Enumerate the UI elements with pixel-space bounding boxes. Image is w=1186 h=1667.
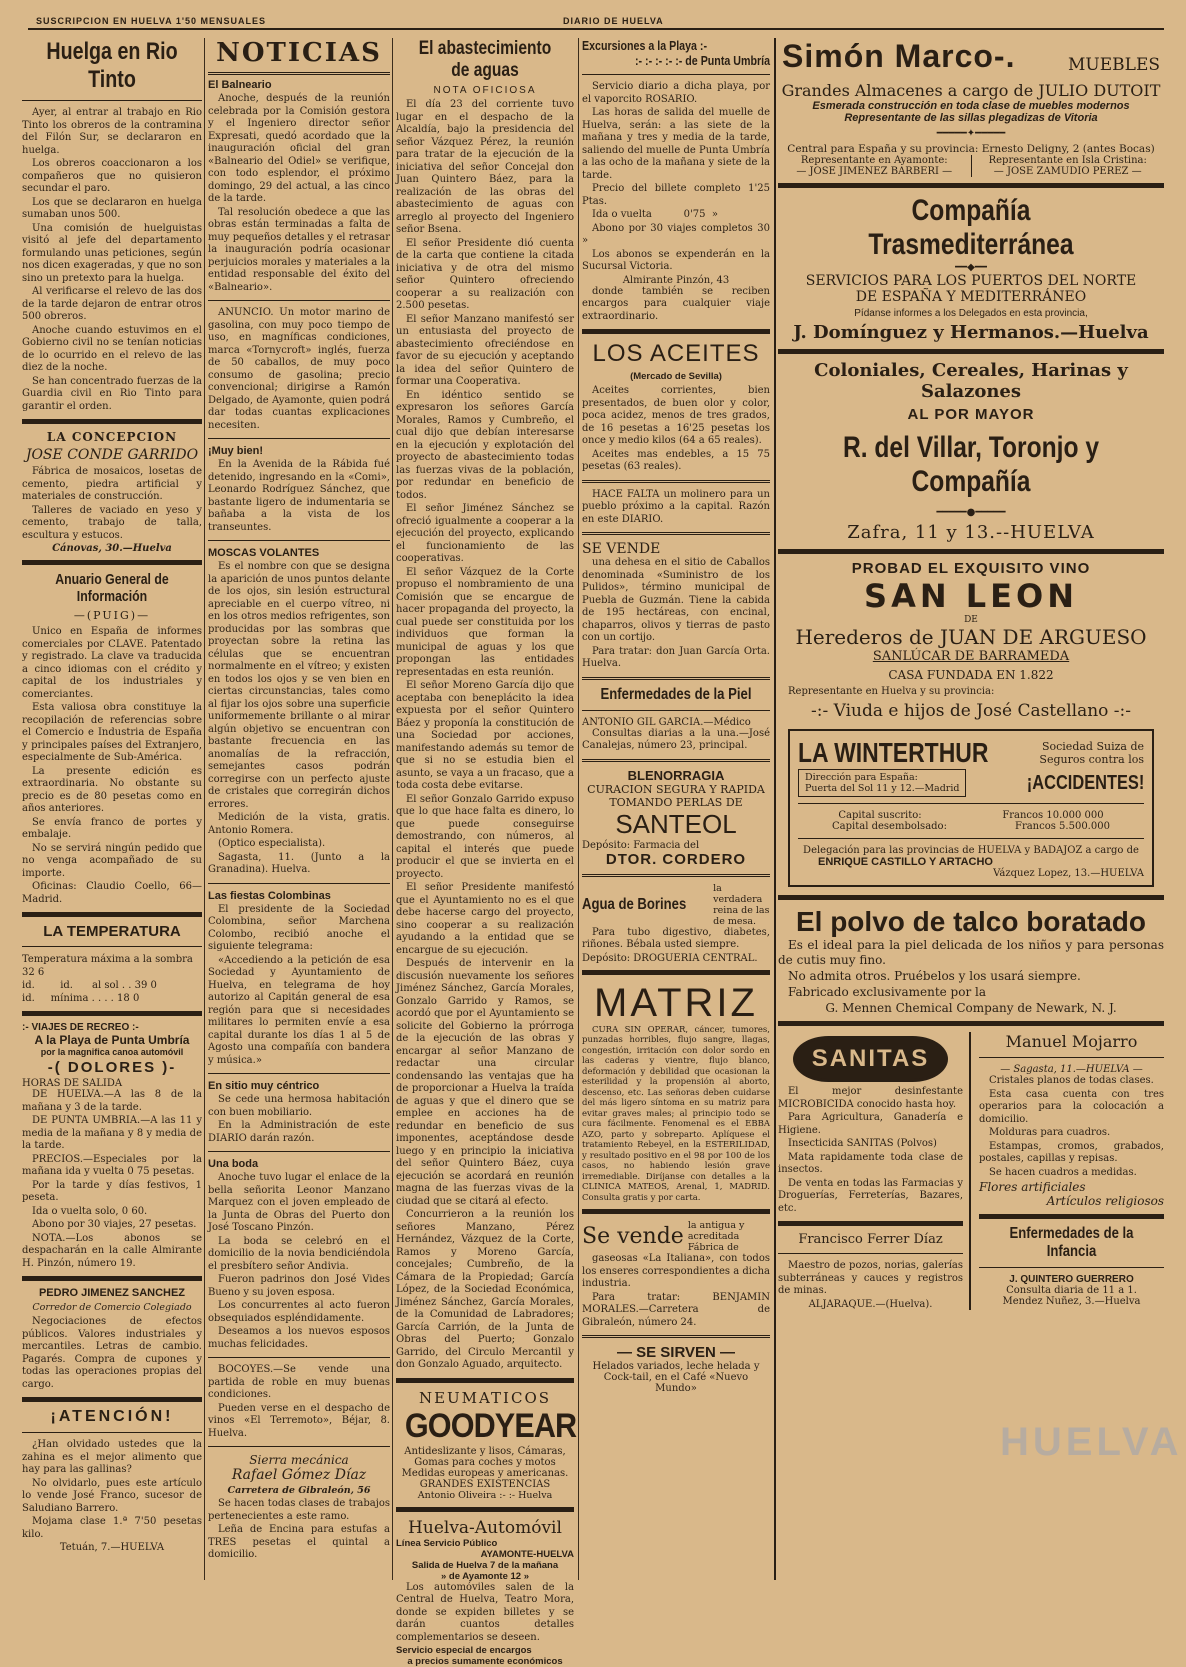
column-rule: [774, 38, 776, 1580]
ad-text: la antigua y acreditada Fábrica de: [687, 1220, 745, 1253]
ad-text: SANLÚCAR DE BARRAMEDA: [872, 649, 1070, 664]
article-paragraph: Ayer, al entrar al trabajo en Rio Tinto los obreros de la contramina del Filón Sur, se declararon en huelga.: [22, 107, 202, 156]
ad-subtitle: AYAMONTE-HUELVA: [480, 1548, 574, 1560]
ad-title: Manuel Mojarro: [1005, 1032, 1138, 1051]
article-paragraph: El señor Manzano manifestó ser un entusiasta del proyecto de abastecimiento ofreciéndose en favor de su ejecución y aceptando la idea del señor Quintero de formar una Cooperativa.: [396, 313, 574, 387]
ad-name: J. QUINTERO GUERRERO: [1009, 1274, 1134, 1285]
ad-label: HORAS DE SALIDA: [22, 1078, 123, 1089]
ad-text: GRANDES EXISTENCIAS: [419, 1478, 551, 1490]
ad-text: Representante en Ayamonte:: [800, 155, 948, 166]
ad-text: Maestro de pozos, norias, galerías subterráneas y cauces y registros de minas.: [778, 1260, 963, 1296]
article-paragraph: El señor Jiménez Sánchez se ofreció igualmente a cooperar a la ejecución del proyecto, explicando el funcionamiento de las cooperativas.: [396, 503, 574, 564]
article-paragraph: Se han concentrado fuerzas de la Guardia civil en Rio Tinto para garantir el orden.: [22, 375, 202, 412]
article-paragraph: Una comisión de huelguistas visitó al jefe del departamento formulando unas peticiones, según nos dicen exageradas, y que no son sino un pretexto para la huelga.: [22, 222, 202, 284]
news-heading: MOSCAS VOLANTES: [208, 547, 320, 559]
ad-text: DE ESPAÑA Y MEDITERRÁNEO: [855, 289, 1087, 305]
ad-name: JOSE CONDE GARRIDO: [25, 447, 199, 463]
column-5: [778, 38, 1183, 1580]
ad-text: una dehesa en el sitio de Caballos denominada «Suministro de los Pulidos», término municipal de Puebla de Guzmán. Tiene la cabida de 195 hectáreas, con encinal, chaparros, olivos y tierras de pasto con un cortijo.: [582, 557, 770, 643]
ornament: ━━━━━●━━━━━: [936, 507, 1006, 518]
article-paragraph: El día 23 del corriente tuvo lugar en el despacho de la Alcaldía, bajo la presidencia del señor Vázquez Pérez, la reunión para tratar de la ejecución de la iniciativa del señor Concejal don Juan Quintero Báez, para la realización de las obras del abastecimiento de aguas con arreglo al proyecto del Ingeniero señor Bsena.: [396, 99, 574, 235]
ad-text: De venta en todas las Farmacias y Droguerías, Ferreterías, Bazares, etc.: [778, 1177, 963, 1214]
ad-text: Esta casa cuenta con tres operarios para la colocación a domicilio.: [979, 1088, 1164, 1125]
ad-text: Servicio diario a dicha playa, por el vaporcito ROSARIO.: [582, 81, 770, 105]
page-header: [28, 14, 1164, 30]
news-paragraph: Tal resolución obedece a que las obras están terminadas a falta de muy pequeños detalles y el retrasar la inauguración podría ocasionar perjuicios morales y materiales a la entidad responsable del éxito del «Balneario».: [208, 206, 390, 293]
ad-text: Representante en Huelva y su provincia:: [788, 686, 995, 697]
column-3: [396, 38, 577, 1667]
news-paragraph: Fueron padrinos don José Vides Bueno y su joven esposa.: [208, 1274, 390, 1298]
sanitas-logo: SANITAS: [793, 1036, 949, 1082]
news-paragraph: Anoche, después de la reunión celebrada por la Comisión gestora y el Ingeniero director señor Expresati, quedó acordado que la inauguración oficial del gran «Balneario del Odiel» se verifique, con todo esplendor, el próximo domingo, 29 del actual, a las cinco de la tarde.: [208, 93, 390, 204]
ad-title: Compañía Trasmediterránea: [868, 194, 1074, 261]
news-paragraph: (Optico especialista).: [218, 838, 326, 849]
ad-text: Mata rapidamente toda clase de insectos.: [778, 1151, 963, 1175]
ad-name: Herederos de JUAN DE ARGUESO: [795, 625, 1147, 649]
news-paragraph: «Accediendo a la petición de esa Sociedad y Ayuntamiento de Huelva, en telegrama de hoy autorizo al Capitán general de esa región para que si necesidades militares lo permiten envíe a esa capital durante los días 1 al 5 de Agosto una compañía con bandera y música.»: [208, 954, 390, 1066]
section-title: LOS ACEITES: [592, 340, 760, 367]
ad-text: Se envía franco de portes y embalaje.: [22, 816, 202, 840]
ad-value: Francos 5.500.000: [1015, 821, 1110, 832]
ad-subtitle: por la magnifica canoa automóvil: [40, 1047, 184, 1057]
news-heading: Una boda: [208, 1158, 259, 1170]
ad-text: SERVICIOS PARA LOS PUERTOS DEL NORTE: [805, 273, 1137, 289]
ad-text: TOMANDO PERLAS DE: [609, 795, 743, 809]
ad-title: Coloniales, Cereales, Harinas y Salazones: [814, 360, 1128, 402]
ad-text: CASA FUNDADA EN 1.822: [888, 668, 1054, 682]
ad-text: Consulta diaria de 11 a 1.: [1006, 1285, 1137, 1296]
ad-text: Capital suscrito:: [838, 810, 922, 821]
ad-title: A la Playa de Punta Umbría: [34, 1033, 190, 1047]
ad-text: Precio del billete completo 1'25 Ptas.: [582, 183, 770, 207]
ad-address: Zafra, 11 y 13.--HUELVA: [847, 522, 1095, 543]
ad-text: CURA SIN OPERAR, cáncer, tumores, punzadas horribles, flujo sangre, llagas, congestión, irritación con dolor sordo en las caderas y vientre, flujo blanco, deformación y debilidad que ocasionan la esterilidad y la propensión al aborto, descenso, etc. Las señoras deben cuidarse del más ligero síntoma en su matriz para evitar graves males; al principio todo se cura fácilmente. Fenomenal es el EBBA AZO, parto y sobreparto. Aplíquese el tratamiento Rebeyel, en la ESTERILIDAD, y resultado positivo en el 98 por 100 de los casos, no habiendo lesión grave irremediable. Diríjanse con detalles a la CLINICA MATEOS, Arenal, 1, MADRID. Consulta gratis y por carta.: [582, 1024, 770, 1203]
ad-address: Mendez Nuñez, 3.—Huelva: [1002, 1296, 1141, 1307]
ad-text: Representante de las sillas plegadizas de Vitoria: [844, 112, 1098, 124]
column-2: [208, 38, 390, 1580]
ad-text: Fabricado exclusivamente por la: [788, 985, 986, 999]
article-paragraph: El señor Presidente manifestó que el Ayuntamiento no es el que debe hacerse cargo del proyecto, sino cooperar a su realización ayudando a la entidad que se encargue de su ejecución.: [396, 882, 574, 956]
ad-text: — JOSE ZAMUDIO PEREZ —: [993, 166, 1142, 177]
ad-text: Pídanse informes a los Delegados en esta provincia,: [854, 308, 1088, 319]
ad-name: J. Domínguez y Hermanos.—Huelva: [793, 322, 1149, 343]
ad-slogan: ¡ACCIDENTES!: [1026, 771, 1144, 794]
ad-text: Mojama clase 1.ª 7'50 pesetas kilo.: [22, 1516, 202, 1540]
ad-text: Esta valiosa obra constituye la recopilación de referencias sobre el Comercio e Industria de España y principales países del Extranjero, especialmente de Sub-América.: [22, 702, 202, 763]
ad-text: Sociedad Suiza de: [1041, 740, 1144, 753]
ad-text: la verdadera reina de las de mesa.: [713, 882, 770, 927]
ad-text: Depósito: DROGUERIA CENTRAL.: [582, 952, 758, 964]
ad-text: NOTA.—Los abonos se despacharán en la calle Almirante H. Pinzón, número 19.: [22, 1232, 202, 1269]
temperature-row: Temperatura máxima a la sombra 32 6: [22, 954, 193, 978]
ad-text: DE: [964, 615, 978, 625]
ad-text: Unico en España de informes comerciales por CLAVE. Patentado y registrado. La clave va traducida a cinco idiomas con el crédito y capital de los industriales y comerciantes.: [22, 626, 202, 700]
ad-text: gaseosas «La Italiana», con todos los enseres correspondientes a dicha industria.: [582, 1253, 770, 1289]
ad-text: Negociaciones de efectos públicos. Valores industriales y mercantiles. Letras de cambio. Pagarés. Compra de cupones y todas las operaciones propias del cargo.: [22, 1316, 202, 1390]
ad-text: Abono por 30 viajes, 27 pesetas.: [32, 1219, 197, 1230]
ornament: ━━◆━━: [955, 262, 987, 273]
ad-text: PRECIOS.—Especiales por la mañana ida y vuelta 0 75 pesetas.: [22, 1153, 202, 1177]
ad-address: Antonio Oliveira :- :- Huelva: [417, 1489, 553, 1501]
ad-text: Leña de Encina para estufas a TRES pesetas el quintal a domicilio.: [208, 1524, 390, 1560]
article-paragraph: El señor Moreno García dijo que aceptaba con beneplácito la idea expuesta por el señor Quintero Báez y proponía la constitución de una Sociedad por acciones, manifestando además su temor de que si no se estudia bien el asunto, se vaya a un fracaso, que a toda costa debe evitarse.: [396, 680, 574, 791]
article-paragraph: El señor Vázquez de la Corte propuso el nombramiento de una Comisión que se encargue de hacer propaganda del proyecto, la cual puede ser constituida por los individuos que forman la municipal de aguas y los que propongan las entidades representadas en esta reunión.: [396, 566, 574, 678]
ad-text: La presente edición es extraordinaria. No obstante su precio es de 80 pesetas como en años anteriores.: [22, 765, 202, 814]
ad-text: Es el ideal para la piel delicada de los niños y para personas de cutis muy fino.: [778, 938, 1164, 967]
ad-title: — SE SIRVEN —: [616, 1344, 736, 1361]
ad-text: Antideslizante y lisos, Cámaras, Gomas para coches y motos: [404, 1445, 566, 1468]
ad-name: DTOR. CORDERO: [605, 850, 747, 868]
article-paragraph: Al verificarse el relevo de las dos de la tarde dejaron de entrar otros 500 obreros.: [22, 286, 202, 322]
ad-text: Pueden verse en el despacho de vinos «El Terremoto», Béjar, 8. Huelva.: [208, 1402, 390, 1439]
ad-text: ¿Han olvidado ustedes que la zahina es el mejor alimento que hay para las gallinas?: [22, 1439, 202, 1475]
ad-text: Artículos religiosos: [1046, 1194, 1164, 1208]
article-paragraph: En idéntico sentido se expresaron los señores García Morales, Ramos y Cumbreño, el cual dijo que debían interesarse en la ejecución y explotación del proyecto de abastecimiento todas las fuerzas vivas de la población, por redundar en beneficio de todos.: [396, 389, 574, 501]
news-paragraph: Se cede una hermosa habitación con buen mobiliario.: [208, 1094, 390, 1118]
ad-text: Abono por 30 viajes completos 30 »: [582, 222, 770, 246]
news-paragraph: Medición de la vista, gratis. Antonio Romera.: [208, 812, 390, 836]
ad-name: -:- Viuda e hijos de José Castellano -:-: [810, 701, 1132, 721]
ad-text: donde también se reciben encargos para cualquier viaje extraordinario.: [582, 285, 770, 322]
ad-text: Ida o vuelta solo, 0 60.: [32, 1205, 148, 1217]
ad-title: Anuario General de Información: [55, 571, 169, 605]
ad-text: No se servirá ningún pedido que no venga acompañado de su importe.: [22, 842, 202, 879]
ad-address: ALJARAQUE.—(Huelva).: [808, 1298, 933, 1310]
ad-text: Delegación para las provincias de HUELVA y BADAJOZ a cargo de: [803, 845, 1139, 856]
ad-text: Capital desembolsado:: [832, 821, 947, 832]
ad-pretitle: :- VIAJES DE RECREO :-: [22, 1022, 139, 1033]
news-paragraph: Anoche tuvo lugar el enlace de la bella señorita Leonor Manzano Marquez con el joven empleado de la Junta de Obras del Puerto don José Toscano Pinzón.: [208, 1172, 390, 1233]
news-paragraph: ANUNCIO. Un motor marino de gasolina, con muy poco tiempo de uso, en magníficas condiciones, marca «Tornycroft» inglés, fuerza de 50 caballos, de muy poco consumo de gasolina; precio convencional; dirigirse a Ramón Delgado, de Ayamonte, quien podrá dar todas cuantas explicaciones necesiten.: [208, 307, 390, 431]
ad-text: Seguros contra los: [1039, 753, 1144, 766]
ad-address: Almirante Pinzón, 43: [622, 274, 730, 286]
ad-text: Los abonos se expenderán en la Sucursal Victoria.: [582, 248, 770, 272]
ad-text: — JOSE JIMENEZ BARBERI —: [796, 166, 953, 177]
news-paragraph: Los concurrentes al acto fueron obsequiados espléndidamente.: [208, 1300, 390, 1324]
ad-footer: a precios sumamente económicos: [407, 1656, 563, 1667]
ad-value: Francos 10.000 000: [1002, 810, 1104, 821]
ad-text: Estampas, cromos, grabados, postales, capillas y repisas.: [979, 1140, 1164, 1164]
ad-text: Se hacen todas clases de trabajos pertenecientes a este ramo.: [208, 1498, 390, 1522]
ad-subtitle: Corredor de Comercio Colegiado: [32, 1302, 192, 1313]
ad-title: Excursiones a la Playa :-: [582, 38, 708, 53]
ad-text: BOCOYES.—Se vende una partida de roble en muy buenas condiciones.: [208, 1364, 390, 1400]
ad-text: El mejor desinfestante MICROBICIDA conocido hasta hoy.: [778, 1086, 963, 1110]
ad-product: SAN LEON: [864, 577, 1078, 615]
ad-title: PROBAD EL EXQUISITO VINO: [851, 560, 1091, 577]
news-heading: Las fiestas Colombinas: [208, 889, 331, 902]
ad-text: Para tratar: BENJAMIN MORALES.—Carretera de Gibraleón, número 24.: [582, 1291, 770, 1328]
ad-text: CURACION SEGURA Y RAPIDA: [587, 782, 765, 796]
ad-text: Ida o vuelta 0'75 »: [592, 209, 718, 220]
ad-text: HACE FALTA un molinero para un pueblo próximo a la capital. Razón en este DIARIO.: [582, 488, 770, 525]
section-title: LA TEMPERATURA: [43, 923, 181, 940]
column-rule: [578, 38, 579, 1580]
ad-address: Carretera de Gibraleón, 56: [227, 1485, 371, 1496]
ad-title: Francisco Ferrer Díaz: [798, 1232, 943, 1247]
news-paragraph: Aceites corrientes, bien presentados, de buen olor y color, poca acidez, menos de tres grados, de 16 pesetas a 16'25 pesetas los once y medio kilos (64 a 65 reales).: [582, 385, 770, 446]
news-paragraph: En la Administración de este DIARIO darán razón.: [208, 1120, 390, 1144]
news-paragraph: La boda se celebró en el domicilio de la novia bendiciéndola el presbítero señor Andivia.: [208, 1235, 390, 1272]
ad-text: Central para España y su provincia: Ernesto Deligny, 2 (antes Bocas): [787, 143, 1155, 155]
header-masthead: DIARIO DE HUELVA: [563, 16, 664, 26]
winterthur-ad: [788, 729, 1154, 887]
ad-title: LA WINTERTHUR: [798, 737, 989, 768]
ad-text: Dirección para España:: [805, 772, 918, 783]
ad-text: Los automóviles salen de la Central de Huelva, Teatro Mora, donde se expiden billetes y se darán cuantos detalles complementarios se deseen.: [396, 1581, 574, 1643]
ad-subtitle: Línea Servicio Público: [396, 1537, 498, 1549]
ad-title: :- :- :- :- :- de Punta Umbría: [634, 53, 770, 68]
article-paragraph: Anoche cuando estuvimos en el Gobierno civil no se tenían noticias de lo ocurrido en el relevo de las diez de la noche.: [22, 324, 202, 373]
boat-name: -( DOLORES )-: [47, 1059, 177, 1076]
article-paragraph: Los obreros coaccionaron a los compañeros que no quisieron secundar el paro.: [22, 158, 202, 194]
ad-text: Talleres de vaciado en yeso y cemento, trabajo de talla, escultura y estucos.: [22, 504, 202, 541]
ad-address: — Sagasta, 11.—HUELVA —: [1000, 1064, 1143, 1075]
ad-text: Consultas diarias a la una.—José Canalejas, número 23, principal.: [582, 727, 770, 751]
ad-text: DE PUNTA UMBRIA.—A las 11 y media de la mañana y 8 y media de la tarde.: [22, 1115, 202, 1151]
ad-text: Por la tarde y días festivos, 1 peseta.: [22, 1179, 202, 1203]
ad-text: No admita otros. Pruébelos y los usará siempre.: [788, 969, 1081, 983]
ad-text: Molduras para cuadros.: [989, 1127, 1111, 1138]
news-paragraph: Sagasta, 11. (Junto a la Granadina). Huelva.: [208, 851, 390, 875]
column-1: [22, 38, 202, 1580]
ad-text: Medidas europeas y americanas.: [401, 1467, 569, 1479]
ad-text: Flores artificiales: [979, 1180, 1086, 1194]
ad-text: Fábrica de mosaicos, losetas de cemento, piedra artificial y materiales de construcción.: [22, 466, 202, 502]
temperature-row: id. id. al sol . . 39 0: [22, 980, 157, 991]
section-subtitle: (Mercado de Sevilla): [630, 371, 722, 382]
article-paragraph: Concurrieron a la reunión los señores Manzano, Pérez Hernández, Vázquez de la Corte, Ramos y Moreno García, concejales; Cumbreño, de la Cámara de la Propiedad; García López, de la Sociedad Económica, Jiménez Sánchez, García Morales, de la Comunidad de Labradores; García Carrión, de la Junta de Obras del Puerto; Gonzalo Garrido, del Circulo Mercantil y don Gonzalo Aguado, arquitecto.: [396, 1209, 574, 1370]
ad-text: Insecticida SANITAS (Polvos): [788, 1138, 937, 1149]
temperature-row: id. mínima . . . . 18 0: [22, 993, 140, 1004]
article-paragraph: El señor Presidente dió cuenta de la carta que contiene la citada iniciativa y de otra del mismo señor Quintero ofreciendo cooperar a su realización con 2.500 pesetas.: [396, 237, 574, 311]
article-paragraph: Después de intervenir en la discusión nuevamente los señores Jiménez Sánchez, García Morales, Gonzalo Garrido y Ramos, se acordó que por el Ayuntamiento se solicite del Gobierno la prórroga de la ejecución de las obras y encargar al señor Manzano de redactar una circular condensando las ventajas que ha de proporcionar a Huelva la traída de aguas y que el dinero que se emplee en acciones ha de redundar en beneficio de sus imponentes, aceptándose desde luego y en principio la iniciativa del señor Quintero Báez, cuya ejecución se acordará en reunión magna de las fuerzas vivas de la ciudad que se citará al efecto.: [396, 958, 574, 1207]
ad-text: G. Mennen Chemical Company de Newark, N. J.: [825, 1001, 1117, 1015]
column-rule: [392, 38, 393, 1580]
article-subtitle: NOTA OFICIOSA: [433, 85, 537, 96]
article-title: El abastecimiento de aguas: [418, 38, 552, 81]
ad-side-label: MUEBLES: [1068, 55, 1160, 75]
ad-title: ¡ATENCIÓN!: [50, 1408, 174, 1425]
ad-schedule: » de Ayamonte 12 »: [440, 1570, 529, 1582]
news-paragraph: En la Avenida de la Rábida fué detenido, ingresando en la «Comi», Leonardo Rodríguez Sánchez, que bastante ligero de indumentaria se bañaba a la vista de los transeuntes.: [208, 459, 390, 533]
ad-title: NEUMATICOS: [418, 1388, 552, 1407]
ad-title: BLENORRAGIA: [627, 767, 725, 783]
news-paragraph: Es el nombre con que se designa la aparición de unos puntos delante de los ojos, sin lesión estructural apreciable en el cuerpo vítreo, ni en los otros medios refrigentes, son producidas por las sombras que proyectan sobre la retina las células que se encuentran normalmente en el vítreo; y existen en todos los ojos y se ven bien en ciertas circunstancias, tales como al fijar los ojos sobre una superficie uniformemente brillante o al mirar algún objetivo se encuentran con bastante frecuencia en las anomalías de la refracción, semejantes casos podrán corregirse con un perfecto ajuste de cristales que corregirán dichos errores.: [208, 561, 390, 810]
news-paragraph: Aceites mas endebles, a 15 75 pesetas (63 reales).: [582, 448, 770, 472]
news-paragraph: Deseamos a los nuevos esposos muchas felicidades.: [208, 1326, 390, 1350]
ad-text: Se hacen cuadros a medidas.: [989, 1166, 1137, 1178]
ad-title: MATRIZ: [594, 980, 758, 1025]
ad-footer: Servicio especial de encargos: [396, 1645, 532, 1656]
section-title: NOTICIAS: [208, 38, 390, 75]
ad-schedule: Salida de Huelva 7 de la mañana: [411, 1559, 559, 1571]
ad-title: El polvo de talco boratado: [795, 906, 1147, 937]
ad-title: Se vende: [582, 1224, 684, 1249]
news-heading: En sitio muy céntrico: [208, 1080, 320, 1092]
ad-text: Esmerada construcción en toda clase de muebles modernos: [812, 100, 1130, 112]
article-title: Huelga en Rio Tinto: [46, 38, 178, 93]
news-heading: ¡Muy bien!: [208, 445, 263, 457]
ad-text: Las horas de salida del muelle de Huelva, serán: a las siete de la mañana y tres y media de la tarde, saliendo del muelle de Punta Umbría a las ocho de la mañana y siete de la tarde.: [582, 107, 770, 181]
ad-text: Oficinas: Claudio Coello, 66—Madrid.: [22, 881, 202, 905]
ad-text: Grandes Almacenes a cargo de JULIO DUTOIT: [781, 81, 1161, 100]
ad-title: Enfermedades de la Infancia: [1009, 1225, 1134, 1260]
article-paragraph: Los que se declararon en huelga sumaban unos 500.: [22, 196, 202, 220]
ad-title: Huelva-Automóvil: [408, 1517, 562, 1538]
ad-text: Depósito: Farmacia del: [582, 839, 700, 851]
ad-subtitle: —(PUIG)—: [73, 609, 151, 622]
news-heading: El Balneario: [208, 79, 272, 91]
ad-address: Cánovas, 30.—Huelva: [52, 543, 172, 554]
ad-product: SANTEOL: [615, 808, 737, 839]
article-paragraph: El señor Gonzalo Garrido expuso que lo que hace falta es dinero, lo que puede conseguirse demostrando, con números, al capital el interés que puede producir el que se invierta en el proyecto.: [396, 793, 574, 880]
ad-title: LA CONCEPCION: [46, 430, 178, 444]
ad-text: ANTONIO GIL GARCIA.—Médico: [582, 716, 751, 728]
ad-text: Helados variados, leche helada y Cock-tail, en el Café «Nuevo Mundo»: [592, 1361, 760, 1394]
ad-text: No olvidarlo, pues este artículo lo vende José Franco, sucesor de Saludiano Barrero.: [22, 1477, 202, 1514]
ad-text: Para tubo digestivo, diabetes, riñones. Bébala usted siempre.: [582, 926, 770, 950]
ad-address: Vázquez Lopez, 13.—HUELVA: [993, 868, 1144, 879]
ad-title: SE VENDE: [582, 541, 661, 557]
header-subscription: SUSCRIPCION EN HUELVA 1'50 MENSUALES: [36, 16, 267, 26]
ad-text: Cristales planos de todas clases.: [989, 1075, 1154, 1086]
ad-text: Para Agricultura, Ganadería e Higiene.: [778, 1112, 963, 1136]
ad-text: AL POR MAYOR: [907, 406, 1035, 423]
goodyear-logo: GOODYEAR: [404, 1406, 577, 1445]
archive-watermark: HUELVA: [1000, 1420, 1183, 1464]
ad-text: DE HUELVA.—A las 8 de la mañana y 3 de la tarde.: [22, 1089, 202, 1113]
ad-name: ENRIQUE CASTILLO Y ARTACHO: [818, 856, 993, 868]
ad-title: Agua de Borines: [582, 895, 687, 913]
ad-text: Para tratar: don Juan García Orta. Huelva.: [582, 645, 770, 669]
ad-text: Representante en Isla Cristina:: [988, 155, 1147, 166]
news-paragraph: El presidente de la Sociedad Colombina, señor Marchena Colombo, recibió anoche el siguiente telegrama:: [208, 903, 390, 952]
ad-title: PEDRO JIMENEZ SANCHEZ: [38, 1287, 186, 1299]
ad-title: Enfermedades de la Piel: [600, 685, 752, 703]
column-4: [582, 38, 770, 1580]
ad-title: Sierra mecánica: [249, 1453, 349, 1467]
column-rule: [204, 38, 205, 1580]
ad-address: Tetuán, 7.—HUELVA: [59, 1542, 165, 1553]
ornament: ━━━━━✦━━━━━: [936, 128, 1006, 139]
ad-text: Puerta del Sol 11 y 12.—Madrid: [805, 783, 960, 794]
ad-title: Simón Marco-.: [782, 38, 1016, 74]
ad-name: Rafael Gómez Díaz: [231, 1467, 367, 1483]
ad-name: R. del Villar, Toronjo y Compañía: [842, 431, 1100, 498]
